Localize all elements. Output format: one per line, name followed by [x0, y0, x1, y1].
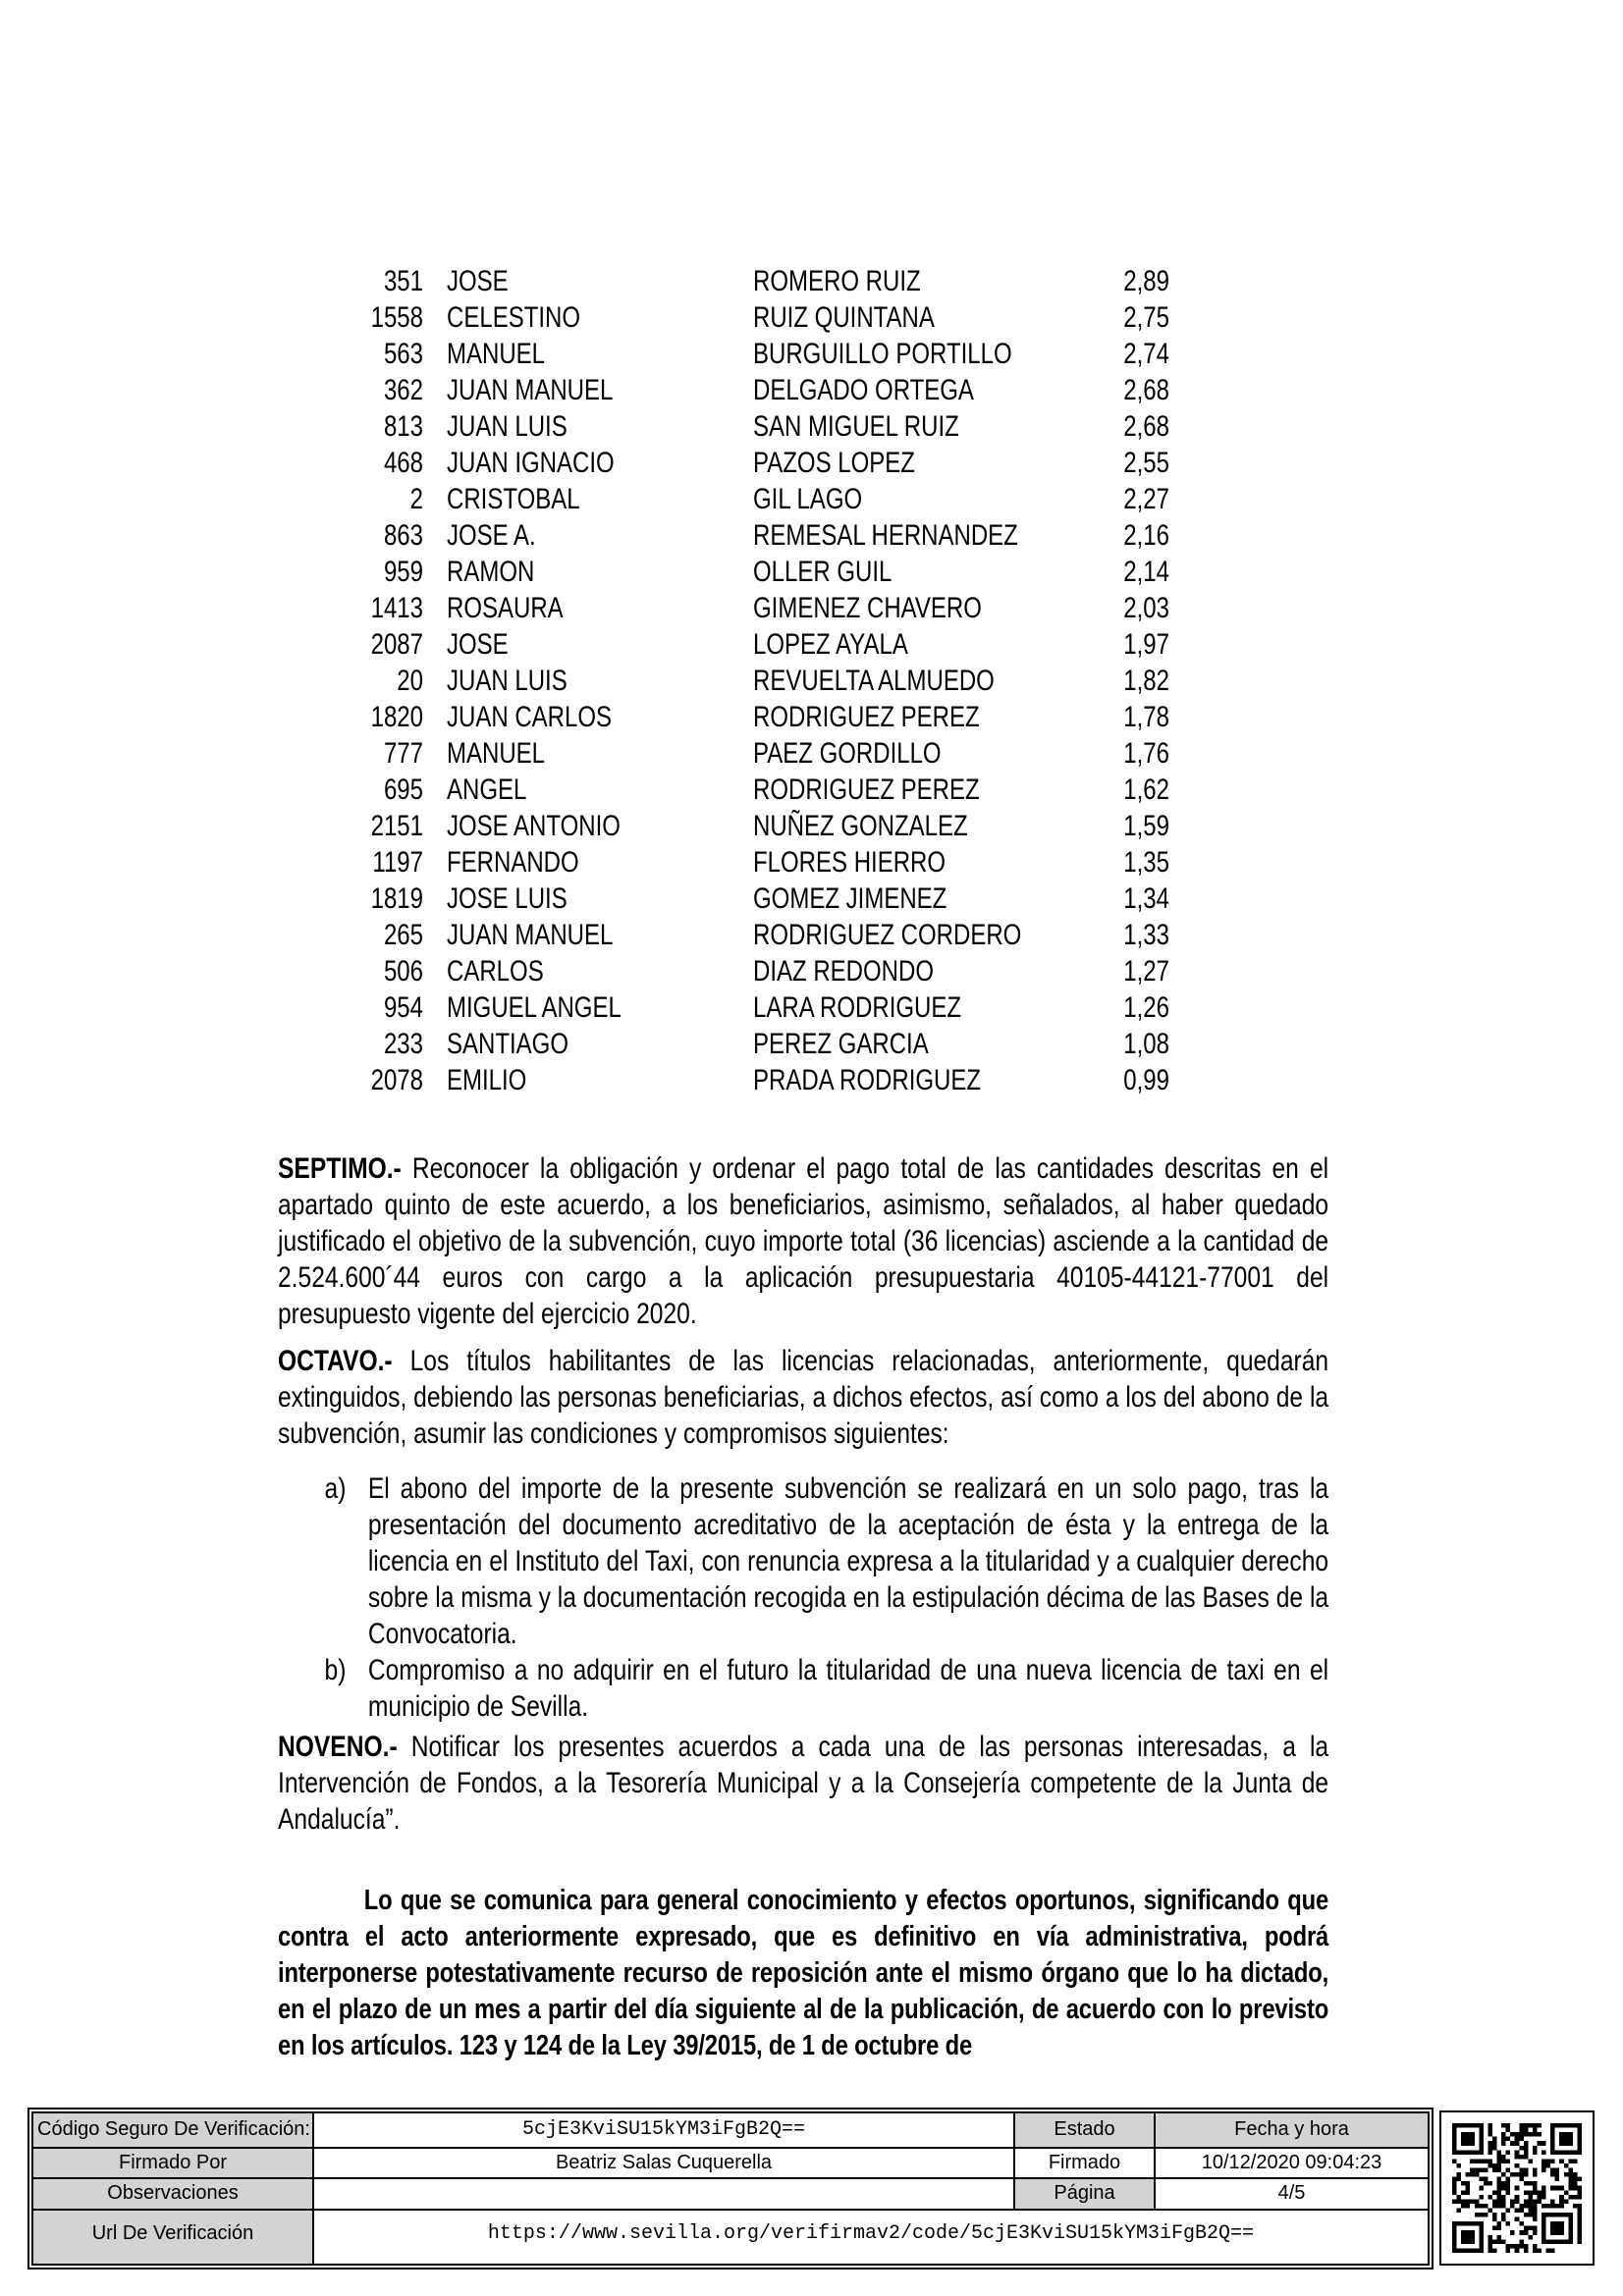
cell-license: 1413 — [370, 592, 423, 624]
cell-last: GIMENEZ CHAVERO — [753, 592, 982, 624]
cell-license: 351 — [383, 265, 423, 297]
table-row — [345, 881, 1169, 917]
observaciones-label: Observaciones — [32, 2178, 313, 2210]
pagina-label: Página — [1014, 2178, 1155, 2210]
cell-last: RODRIGUEZ PEREZ — [753, 774, 980, 806]
cell-value: 1,59 — [1123, 810, 1169, 842]
cell-license: 2078 — [370, 1064, 423, 1096]
cell-first: JUAN IGNACIO — [447, 447, 615, 479]
paragraph-septimo — [278, 1150, 1328, 1332]
cell-first: JOSE LUIS — [447, 882, 568, 915]
firmado-por-value: Beatriz Salas Cuquerella — [313, 2148, 1014, 2178]
cell-license: 777 — [383, 737, 423, 770]
table-row — [345, 445, 1169, 481]
cell-last: DIAZ REDONDO — [753, 955, 935, 988]
cell-last: PRADA RODRIGUEZ — [753, 1064, 982, 1096]
table-row — [345, 1062, 1169, 1098]
cell-last: GOMEZ JIMENEZ — [753, 882, 947, 915]
table-row — [345, 517, 1169, 554]
cell-value: 1,76 — [1123, 737, 1169, 770]
fecha-label: Fecha y hora — [1155, 2112, 1429, 2148]
paragraph-septimo-text: Reconocer la obligación y ordenar el pago total de las cantidades descritas en el apartado quinto de este acuerdo, a los beneficiarios, asimismo, señalados, al haber quedado justificado el objetivo de la subvención, cuyo importe total (36 licencias) asciende a la cantidad de 2.524.600´44 euros con cargo a la aplicación presupuestaria 40105-44121-77001 del presupuesto vigente del ejercicio 2020. — [278, 1152, 1329, 1330]
cell-value: 1,27 — [1123, 955, 1169, 988]
cell-value: 2,75 — [1123, 301, 1169, 334]
table-row — [345, 299, 1169, 336]
list-item-a — [278, 1470, 1328, 1652]
list-item-b-text: Compromiso a no adquirir en el futuro la titularidad de una nueva licencia de taxi en el municipio de Sevilla. — [367, 1654, 1329, 1723]
firmado-por-label: Firmado Por — [32, 2148, 313, 2178]
cell-first: JUAN LUIS — [447, 665, 568, 697]
cell-value: 2,14 — [1123, 556, 1169, 588]
cell-last: LARA RODRIGUEZ — [753, 991, 962, 1024]
cell-first: RAMON — [447, 556, 535, 588]
table-row — [345, 917, 1169, 953]
estado-value: Firmado — [1014, 2148, 1155, 2178]
cell-last: ROMERO RUIZ — [753, 265, 921, 297]
table-row — [345, 372, 1169, 408]
list-item-b — [278, 1652, 1328, 1725]
cell-license: 954 — [383, 991, 423, 1024]
table-row — [345, 554, 1169, 590]
table-row — [345, 481, 1169, 517]
cell-license: 1819 — [370, 882, 423, 915]
cell-license: 563 — [383, 338, 423, 370]
cell-first: EMILIO — [447, 1064, 527, 1096]
url-label: Url De Verificación — [32, 2210, 313, 2265]
cell-last: PAZOS LOPEZ — [753, 447, 915, 479]
cell-first: JOSE ANTONIO — [447, 810, 621, 842]
cell-license: 265 — [383, 919, 423, 951]
cell-value: 1,35 — [1123, 846, 1169, 879]
cell-first: ROSAURA — [447, 592, 564, 624]
cell-value: 2,74 — [1123, 338, 1169, 370]
cell-license: 362 — [383, 374, 423, 406]
cell-license: 233 — [383, 1028, 423, 1060]
cell-value: 1,82 — [1123, 665, 1169, 697]
cell-value: 2,89 — [1123, 265, 1169, 297]
table-row — [345, 626, 1169, 663]
cell-value: 1,26 — [1123, 991, 1169, 1024]
cell-license: 863 — [383, 519, 423, 552]
cell-last: RODRIGUEZ CORDERO — [753, 919, 1022, 951]
table-row — [345, 989, 1169, 1026]
cell-first: ANGEL — [447, 774, 527, 806]
cell-value: 2,16 — [1123, 519, 1169, 552]
table-row — [345, 263, 1169, 299]
cell-first: MANUEL — [447, 737, 546, 770]
cell-last: NUÑEZ GONZALEZ — [753, 810, 968, 842]
qr-code — [1452, 2123, 1582, 2253]
cell-license: 1197 — [372, 846, 423, 879]
cell-first: FERNANDO — [447, 846, 579, 879]
cell-value: 2,68 — [1123, 410, 1169, 443]
cell-license: 506 — [383, 955, 423, 988]
verification-footer — [27, 2108, 1434, 2269]
cell-value: 1,33 — [1123, 919, 1169, 951]
cell-last: OLLER GUIL — [753, 556, 893, 588]
url-value: https://www.sevilla.org/verifirmav2/code/5cjE3KviSU15kYM3iFgB2Q== — [313, 2210, 1429, 2265]
cell-value: 1,97 — [1123, 628, 1169, 661]
cell-first: SANTIAGO — [447, 1028, 569, 1060]
paragraph-septimo-label: SEPTIMO.- — [278, 1152, 402, 1185]
cell-license: 468 — [383, 447, 423, 479]
cell-last: PEREZ GARCIA — [753, 1028, 929, 1060]
verification-table — [31, 2111, 1430, 2266]
cell-last: PAEZ GORDILLO — [753, 737, 942, 770]
cell-license: 20 — [397, 665, 423, 697]
table-row — [345, 699, 1169, 735]
cell-last: GIL LAGO — [753, 483, 863, 515]
table-row — [345, 953, 1169, 989]
conditions-list — [278, 1470, 1328, 1725]
cell-value: 2,27 — [1123, 483, 1169, 515]
cell-first: CELESTINO — [447, 301, 581, 334]
table-row — [345, 336, 1169, 372]
cell-first: JUAN CARLOS — [447, 701, 613, 733]
cell-license: 1820 — [370, 701, 423, 733]
paragraph-octavo-label: OCTAVO.- — [278, 1345, 393, 1377]
paragraph-octavo-text: Los títulos habilitantes de las licencias relacionadas, anteriormente, quedarán extinguidos, debiendo las personas beneficiarias, a dichos efectos, así como a los del abono de la subvención, asumir las condiciones y compromisos siguientes: — [278, 1345, 1329, 1450]
table-row — [345, 808, 1169, 844]
cell-license: 695 — [383, 774, 423, 806]
table-row — [345, 844, 1169, 881]
cell-license: 1558 — [370, 301, 423, 334]
cell-value: 1,62 — [1123, 774, 1169, 806]
qr-code-box — [1439, 2110, 1595, 2266]
cell-first: JUAN MANUEL — [447, 919, 614, 951]
cell-first: MANUEL — [447, 338, 546, 370]
list-item-a-marker: a) — [324, 1472, 347, 1505]
cell-license: 2 — [409, 483, 423, 515]
paragraph-noveno — [278, 1729, 1328, 1838]
cell-last: SAN MIGUEL RUIZ — [753, 410, 959, 443]
cell-first: CARLOS — [447, 955, 544, 988]
cell-last: REMESAL HERNANDEZ — [753, 519, 1018, 552]
cell-first: JUAN LUIS — [447, 410, 568, 443]
cell-license: 2151 — [370, 810, 423, 842]
cell-license: 959 — [383, 556, 423, 588]
cell-value: 2,68 — [1123, 374, 1169, 406]
table-row — [345, 772, 1169, 808]
cell-value: 0,99 — [1123, 1064, 1169, 1096]
paragraph-octavo — [278, 1343, 1328, 1452]
paragraph-noveno-text: Notificar los presentes acuerdos a cada una de las personas interesadas, a la Intervención de Fondos, a la Tesorería Municipal y a la Consejería competente de la Junta de Andalucía”. — [278, 1731, 1329, 1836]
paragraph-closing: Lo que se comunica para general conocimiento y efectos oportunos, significando que contra el acto anteriormente expresado, que es definitivo en vía administrativa, podrá interponerse potestativamente recurso de reposición ante el mismo órgano que lo ha dictado, en el plazo de un mes a partir del día siguiente al de la publicación, de acuerdo con lo previsto en los artículos. 123 y 124 de la Ley 39/2015, de 1 de octubre de — [278, 1885, 1329, 2061]
cell-first: CRISTOBAL — [447, 483, 580, 515]
cell-first: MIGUEL ANGEL — [447, 991, 622, 1024]
cell-value: 2,03 — [1123, 592, 1169, 624]
cell-license: 2087 — [370, 628, 423, 661]
cell-first: JUAN MANUEL — [447, 374, 614, 406]
cell-value: 1,78 — [1123, 701, 1169, 733]
cell-license: 813 — [383, 410, 423, 443]
csv-label: Código Seguro De Verificación: — [32, 2112, 313, 2148]
fecha-value: 10/12/2020 09:04:23 — [1155, 2148, 1429, 2178]
estado-label: Estado — [1014, 2112, 1155, 2148]
cell-last: REVUELTA ALMUEDO — [753, 665, 995, 697]
cell-first: JOSE A. — [447, 519, 536, 552]
beneficiaries-table — [345, 263, 1169, 1098]
cell-first: JOSE — [447, 265, 509, 297]
observaciones-value — [313, 2178, 1014, 2210]
pagina-value: 4/5 — [1155, 2178, 1429, 2210]
cell-last: DELGADO ORTEGA — [753, 374, 974, 406]
cell-value: 1,34 — [1123, 882, 1169, 915]
cell-last: BURGUILLO PORTILLO — [753, 338, 1012, 370]
cell-value: 1,08 — [1123, 1028, 1169, 1060]
csv-value: 5cjE3KviSU15kYM3iFgB2Q== — [313, 2112, 1014, 2148]
cell-last: RODRIGUEZ PEREZ — [753, 701, 980, 733]
cell-last: LOPEZ AYALA — [753, 628, 908, 661]
cell-last: FLORES HIERRO — [753, 846, 947, 879]
cell-first: JOSE — [447, 628, 509, 661]
list-item-a-text: El abono del importe de la presente subvención se realizará en un solo pago, tras la presentación del documento acreditativo de la aceptación de ésta y la entrega de la licencia en el Instituto del Taxi, con renuncia expresa a la titularidad y a cualquier derecho sobre la misma y la documentación recogida en la estipulación décima de las Bases de la Convocatoria. — [367, 1472, 1329, 1650]
list-item-b-marker: b) — [324, 1654, 347, 1686]
table-row — [345, 735, 1169, 772]
cell-last: RUIZ QUINTANA — [753, 301, 935, 334]
table-row — [345, 408, 1169, 445]
table-row — [345, 1026, 1169, 1062]
cell-value: 2,55 — [1123, 447, 1169, 479]
paragraph-noveno-label: NOVENO.- — [278, 1731, 398, 1763]
table-row — [345, 663, 1169, 699]
table-row — [345, 590, 1169, 626]
